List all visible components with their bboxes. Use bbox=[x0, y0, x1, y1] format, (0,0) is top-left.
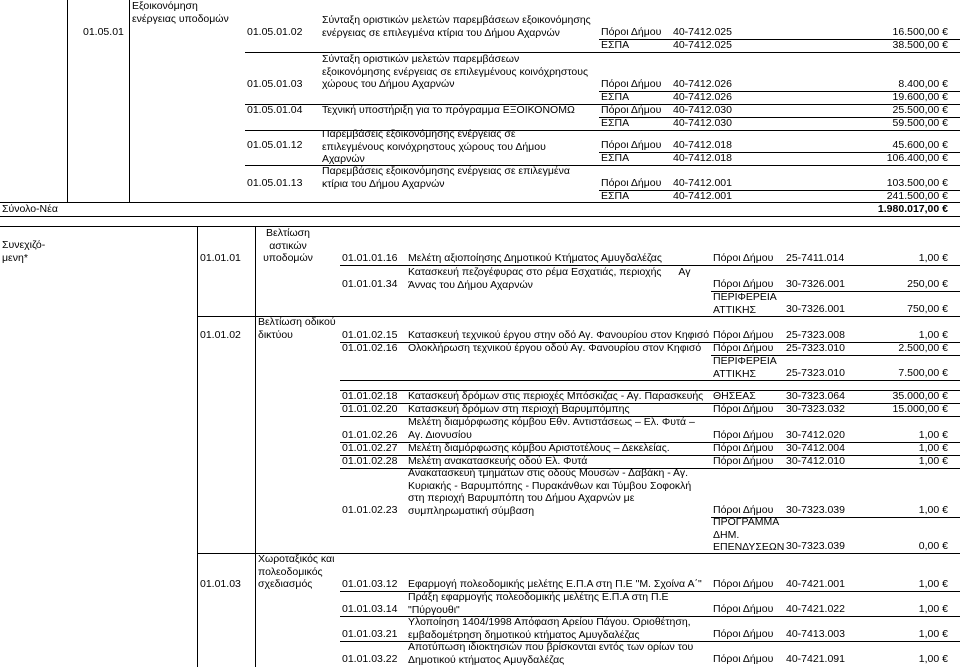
funding-source: Πόροι Δήμου bbox=[713, 429, 774, 441]
funding-source: Πόροι Δήμου bbox=[713, 603, 774, 615]
group-code: 01.05.01 bbox=[83, 26, 124, 38]
budget-code: 40-7412.030 bbox=[673, 117, 732, 129]
amount: 1,00 € bbox=[918, 429, 948, 441]
amount: 7.500,00 € bbox=[898, 367, 948, 379]
amount: 1,00 € bbox=[918, 329, 948, 341]
amount: 19.600,00 € bbox=[892, 91, 948, 103]
project-description: Σύνταξη οριστικών μελετών παρεμβάσεων εξοικονόμησης ενέργειας σε επιλεγμένους κοινόχρηστους χώρους του Δήμου Αχαρνών bbox=[322, 53, 589, 90]
amount: 106.400,00 € bbox=[886, 152, 948, 164]
funding-source: ΘΗΣΕΑΣ bbox=[713, 390, 756, 402]
funding-source: Πόροι Δήμου bbox=[713, 628, 774, 640]
project-description: Σύνταξη οριστικών μελετών παρεμβάσεων εξοικονόμησης ενέργειας σε επιλεγμένα κτίρια του Δήμου Αχαρνών bbox=[322, 14, 591, 39]
amount: 1,00 € bbox=[918, 252, 948, 264]
project-code: 01.01.03.14 bbox=[342, 603, 398, 615]
budget-code: 40-7421.091 bbox=[786, 653, 845, 665]
funding-source: ΠΡΟΓΡΑΜΜΑ ΔΗΜ. ΕΠΕΝΔΥΣΕΩΝ bbox=[713, 516, 785, 553]
budget-code: 40-7412.025 bbox=[673, 26, 732, 38]
funding-source: Πόροι Δήμου bbox=[713, 342, 774, 354]
budget-code: 25-7411.014 bbox=[786, 252, 845, 264]
total-amount: 1.980.017,00 € bbox=[877, 203, 948, 215]
budget-code: 25-7323.010 bbox=[786, 367, 845, 379]
project-description: Εφαρμογή πολεοδομικής μελέτης Ε.Π.Α στη Π.Ε "Μ. Σχοίνα Α΄" bbox=[408, 578, 702, 590]
project-code: 01.05.01.12 bbox=[247, 139, 303, 151]
funding-source: Πόροι Δήμου bbox=[713, 329, 774, 341]
budget-code: 30-7326.001 bbox=[786, 303, 845, 315]
amount: 250,00 € bbox=[907, 278, 948, 290]
funding-source: Πόροι Δήμου bbox=[713, 403, 774, 415]
funding-source: Πόροι Δήμου bbox=[601, 177, 662, 189]
project-description: Μελέτη ανακατασκευής οδού Ελ. Φυτά bbox=[408, 455, 588, 467]
budget-code: 30-7323.039 bbox=[786, 540, 845, 552]
project-code: 01.01.02.23 bbox=[342, 504, 398, 516]
budget-code: 40-7412.018 bbox=[673, 152, 732, 164]
budget-code: 40-7421.022 bbox=[786, 603, 845, 615]
project-code: 01.01.03.22 bbox=[342, 653, 398, 665]
budget-code: 40-7412.001 bbox=[673, 177, 732, 189]
funding-source: ΕΣΠΑ bbox=[601, 152, 630, 164]
funding-source: ΕΣΠΑ bbox=[601, 190, 630, 202]
funding-source: ΕΣΠΑ bbox=[601, 39, 630, 51]
funding-source: Πόροι Δήμου bbox=[713, 578, 774, 590]
amount: 1,00 € bbox=[918, 578, 948, 590]
project-description: Πράξη εφαρμογής πολεοδομικής μελέτης Ε.Π.Α στη Π.Ε "Πύργουθι" bbox=[408, 591, 669, 616]
budget-code: 30-7412.004 bbox=[786, 442, 845, 454]
amount: 1,00 € bbox=[918, 603, 948, 615]
amount: 35.000,00 € bbox=[892, 390, 948, 402]
funding-source: Πόροι Δήμου bbox=[713, 442, 774, 454]
amount: 1,00 € bbox=[918, 504, 948, 516]
project-description: Ανακατασκευή τμημάτων στις οδούς Μουσών - Δαβάκη - Αγ. Κυριακής - Βαρυμπόπης - Πυρακάνθων και Τύμβου Σοφοκλή στη περιοχή Βαρυμπόπη του Δήμου Αχαρνών με συμπληρωματική σύμβαση bbox=[408, 467, 692, 517]
project-description: Κατασκευή τεχνικού έργου στην οδό Αγ. Φανουρίου στον Κηφισό bbox=[408, 329, 710, 341]
amount: 15.000,00 € bbox=[892, 403, 948, 415]
project-code: 01.01.02.27 bbox=[342, 442, 398, 454]
funding-source: Πόροι Δήμου bbox=[713, 455, 774, 467]
amount: 0,00 € bbox=[918, 540, 948, 552]
project-code: 01.01.03.21 bbox=[342, 628, 398, 640]
project-code: 01.05.01.04 bbox=[247, 104, 303, 116]
project-description: Ολοκλήρωση τεχνικού έργου οδού Αγ. Φανουρίου στον Κηφισό bbox=[408, 342, 702, 354]
amount: 59.500,00 € bbox=[892, 117, 948, 129]
project-description: Υλοποίηση 1404/1998 Απόφαση Αρείου Πάγου. Οριοθέτηση, εμβαδομέτρηση δημοτικού κτήματος Αμυγδαλέζας bbox=[408, 616, 691, 641]
budget-code: 30-7323.039 bbox=[786, 504, 845, 516]
funding-source: Πόροι Δήμου bbox=[601, 26, 662, 38]
funding-source: ΕΣΠΑ bbox=[601, 91, 630, 103]
funding-source: Πόροι Δήμου bbox=[713, 504, 774, 516]
budget-code: 30-7412.020 bbox=[786, 429, 845, 441]
project-description: Μελέτη διαμόρφωσης κόμβου Εθν. Αντιστάσεως – Ελ. Φυτά – Αγ. Διονυσίου bbox=[408, 416, 695, 441]
project-code: 01.01.02.26 bbox=[342, 429, 398, 441]
project-code: 01.01.02.18 bbox=[342, 390, 398, 402]
funding-source: Πόροι Δήμου bbox=[601, 104, 662, 116]
group-code: 01.01.01 bbox=[200, 252, 241, 264]
budget-code: 25-7323.010 bbox=[786, 342, 845, 354]
project-description: Παρεμβάσεις εξοικονόμησης ενέργειας σε επιλεγμένα κτίρια του Δήμου Αχαρνών bbox=[322, 165, 570, 190]
total-label: Σύνολο-Νέα bbox=[2, 203, 58, 215]
project-description: Αποτύπωση ιδιοκτησιών που βρίσκονται εντός των ορίων του Δημοτικού κτήματος Αμυγδαλέζας bbox=[408, 641, 694, 666]
project-description: Παρεμβάσεις εξοικονόμησης ενέργειας σε επιλεγμένους κοινόχρηστους χώρους του Δήμου Αχαρνών bbox=[322, 128, 546, 165]
amount: 1,00 € bbox=[918, 653, 948, 665]
budget-code: 30-7323.032 bbox=[786, 403, 845, 415]
status-label: Συνεχιζό-μενη* bbox=[2, 239, 46, 264]
group-code: 01.01.03 bbox=[200, 578, 241, 590]
project-description: Κατασκευή δρόμων στη περιοχή Βαρυμπόμπης bbox=[408, 403, 630, 415]
funding-source: ΕΣΠΑ bbox=[601, 117, 630, 129]
budget-code: 40-7412.025 bbox=[673, 39, 732, 51]
project-code: 01.05.01.13 bbox=[247, 177, 303, 189]
amount: 38.500,00 € bbox=[892, 39, 948, 51]
project-description: Κατασκευή πεζογέφυρας στο ρέμα Εσχατιάς, περιοχής Αγ Άννας του Δήμου Αχαρνών bbox=[408, 266, 693, 291]
budget-code: 40-7412.026 bbox=[673, 91, 732, 103]
group-code: 01.01.02 bbox=[200, 329, 241, 341]
amount: 103.500,00 € bbox=[886, 177, 948, 189]
group-category: Χωροταξικός και πολεοδομικός σχεδιασμός bbox=[258, 553, 335, 590]
funding-source: Πόροι Δήμου bbox=[601, 139, 662, 151]
budget-code: 40-7421.001 bbox=[786, 578, 845, 590]
funding-source: Πόροι Δήμου bbox=[713, 278, 774, 290]
funding-source: Πόροι Δήμου bbox=[713, 653, 774, 665]
budget-code: 40-7412.030 bbox=[673, 104, 732, 116]
project-code: 01.01.02.20 bbox=[342, 403, 398, 415]
funding-source: Πόροι Δήμου bbox=[713, 252, 774, 264]
funding-source: Πόροι Δήμου bbox=[601, 78, 662, 90]
project-description: Μελέτη αξιοποίησης Δημοτικού Κτήματος Αμυγδαλέζας bbox=[408, 252, 662, 264]
group-category: Βελτίωση αστικών υποδομών bbox=[263, 227, 313, 264]
amount: 1,00 € bbox=[918, 442, 948, 454]
amount: 1,00 € bbox=[918, 628, 948, 640]
amount: 2.500,00 € bbox=[898, 342, 948, 354]
budget-code: 40-7412.026 bbox=[673, 78, 732, 90]
group-category: Εξοικονόμηση ενέργειας υποδομών bbox=[132, 0, 229, 25]
amount: 750,00 € bbox=[907, 303, 948, 315]
project-description: Κατασκευή δρόμων στις περιοχές Μπόσκιζας - Αγ. Παρασκευής bbox=[408, 390, 704, 402]
amount: 45.600,00 € bbox=[892, 139, 948, 151]
group-category: Βελτίωση οδικού δικτύου bbox=[258, 316, 336, 341]
project-code: 01.05.01.02 bbox=[247, 26, 303, 38]
amount: 8.400,00 € bbox=[898, 78, 948, 90]
budget-code: 40-7413.003 bbox=[786, 628, 845, 640]
funding-source: ΠΕΡΙΦΕΡΕΙΑ ΑΤΤΙΚΗΣ bbox=[713, 291, 777, 316]
project-code: 01.01.03.12 bbox=[342, 578, 398, 590]
funding-source: ΠΕΡΙΦΕΡΕΙΑ ΑΤΤΙΚΗΣ bbox=[713, 355, 777, 380]
budget-code: 25-7323.008 bbox=[786, 329, 845, 341]
project-code: 01.05.01.03 bbox=[247, 78, 303, 90]
project-code: 01.01.01.34 bbox=[342, 278, 398, 290]
budget-code: 30-7326.001 bbox=[786, 278, 845, 290]
amount: 241.500,00 € bbox=[886, 190, 948, 202]
budget-code: 30-7412.010 bbox=[786, 455, 845, 467]
project-description: Μελέτη διαμόρφωσης κόμβου Αριστοτέλους – Δεκελείας. bbox=[408, 442, 670, 454]
project-code: 01.01.02.15 bbox=[342, 329, 398, 341]
budget-code: 40-7412.001 bbox=[673, 190, 732, 202]
project-code: 01.01.02.28 bbox=[342, 455, 398, 467]
project-code: 01.01.02.16 bbox=[342, 342, 398, 354]
amount: 16.500,00 € bbox=[892, 26, 948, 38]
budget-code: 30-7323.064 bbox=[786, 390, 845, 402]
amount: 1,00 € bbox=[918, 455, 948, 467]
budget-code: 40-7412.018 bbox=[673, 139, 732, 151]
amount: 25.500,00 € bbox=[892, 104, 948, 116]
project-code: 01.01.01.16 bbox=[342, 252, 398, 264]
project-description: Τεχνική υποστήριξη για το πρόγραμμα ΕΞΟΙΚΟΝΟΜΩ bbox=[322, 104, 575, 116]
